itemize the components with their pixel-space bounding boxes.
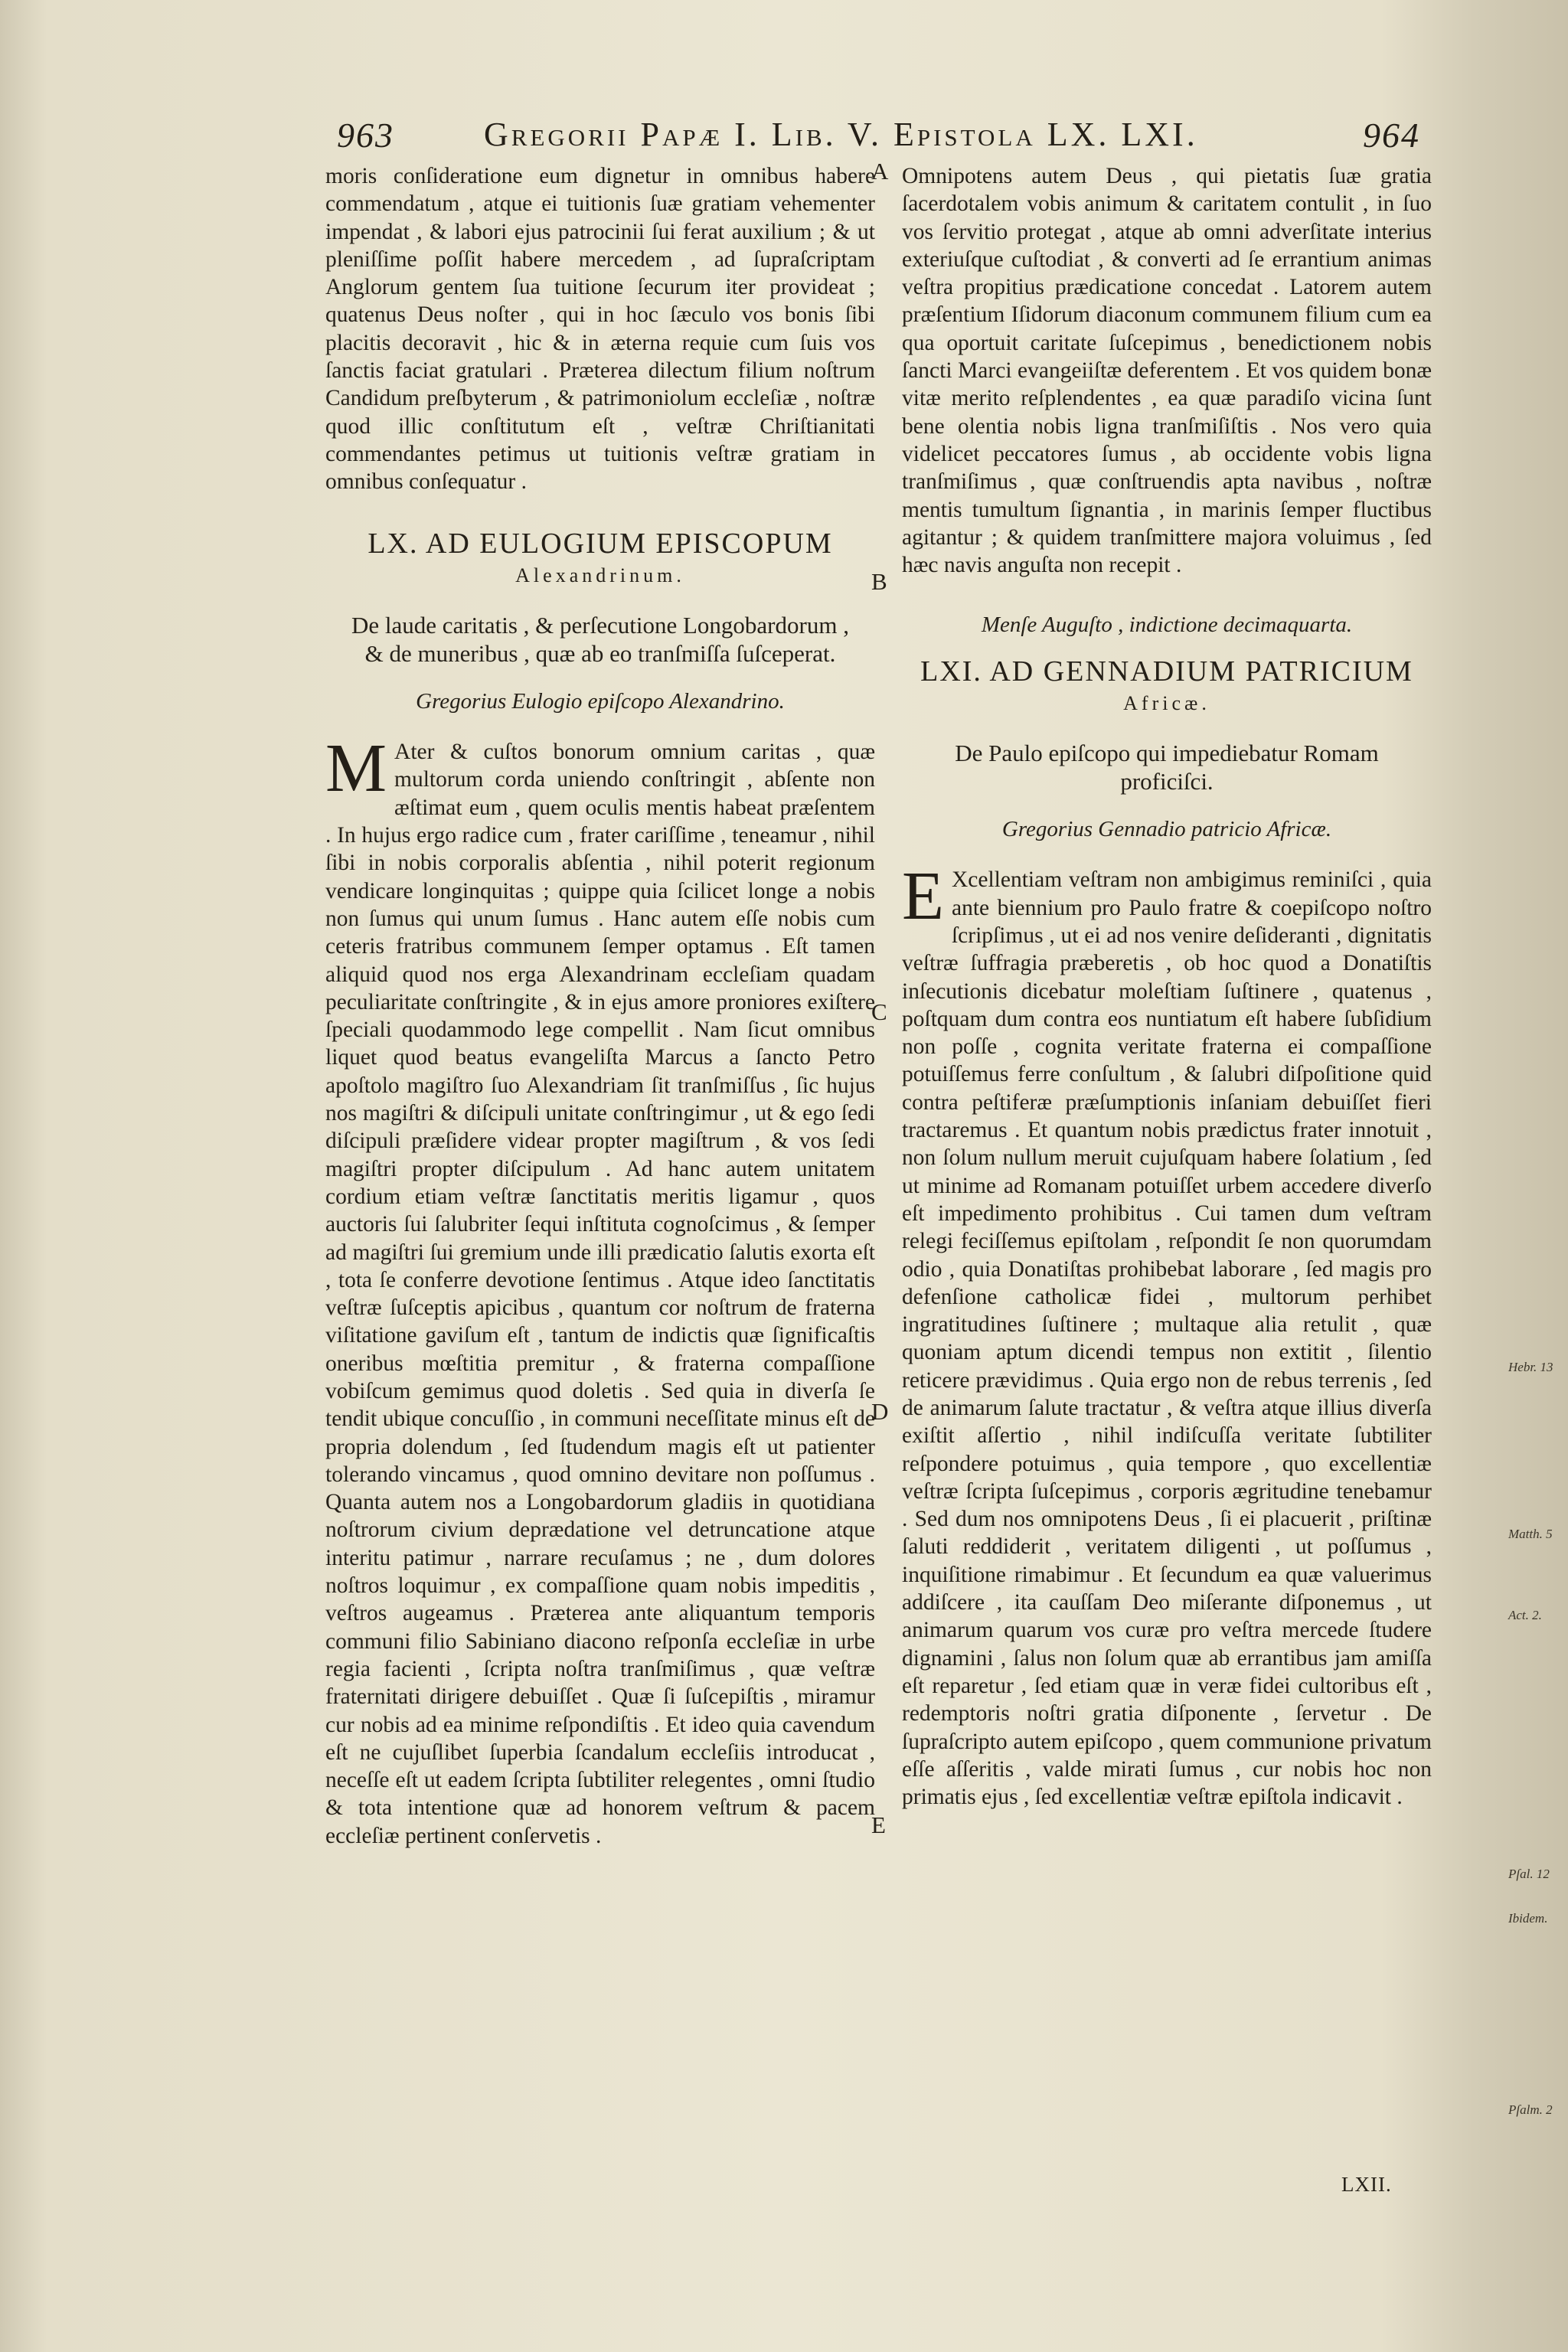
- letter-61-salutation: Gregorius Gennadio patricio Africæ.: [1001, 817, 1332, 842]
- previous-letter-ending: moris conſideratione eum dignetur in omnibus habere commendatum , atque ei tuitionis ſuæ gratiam vehementer impendat , & labori ejus patrocinii ſui ferat auxilium ; & ut pleniſſime poſſit habere mercedem , ad ſupraſcriptam Anglorum gentem ſua tuitione ſecurum iter provideat ; quatenus Deus noſter , qui in hoc ſæculo vos bonis ſibi placitis decoravit , hic & in æterna requie cum ſuis vos ſanctis faciat gratulari . Præterea dilectum filium noſtrum Candidum preſbyterum , & patrimoniolum eccleſiæ , noſtræ quod illic conſtitutum eſt , veſtræ Chriſtianitati commendantes petimus ut tuitionis veſtræ gratiam in omnibus conſequatur .: [325, 164, 875, 495]
- page-number-right: 964: [1363, 116, 1420, 155]
- letter-61-title: LXI. AD GENNADIUM PATRICIUM: [920, 655, 1413, 688]
- letter-61-argument: De Paulo epiſcopo qui impediebatur Romam proficiſci.: [955, 740, 1379, 795]
- letter-61-text: Xcellentiam veſtram non ambigimus reminiſci , quia ante biennium pro Paulo fratre & coepiſcopo noſtro ſcripſimus , ut ei ad nos venire deſideranti , dignitatis veſtræ ſuffragia præberetis , ob hoc quod a Donatiſtis inſecutionis dicebatur moleſtiam ſuſtinere , quatenus , poſtquam dum contra eos nuntiatum eſt habere ſubſidium non poſſe , cognita veritate fraterna ei compaſſione potuiſſemus ferre conſultum , & ſalubri diſpoſitione quid contra peſtiferæ præſumptionis inſaniam debuiſſet fieri tractaremus . Et quantum nobis prædictus frater innotuit , non ſolum nullum meruit cujuſquam habere ſolatium , ſed ut minime ad Romanam potuiſſet urbem accedere diverſo eſt impedimento prohibitus . Cui tamen dum veſtram relegi feciſſemus epiſtolam , reſpondit ſe non quorumdam odio , quia Donatiſtas prohibebat laborare , ſed magis pro defenſione catholicæ fidei , multorum perhibet ingratitudines ſuſtinere ; multaque alia retulit , quæ quoniam aptum dicendi tempus non extitit , ſilentio reticere prævidimus . Quia ergo non de rebus terrenis , ſed de animarum ſalute tractatur , & veſtra atque illius diverſa exiſtit aſſertio , nihil indiſcuſſa veritate ſubtiliter reſpondere potuimus , quia tempore , quo excellentiæ veſtræ ſcripta ſuſcepimus , corporis ægritudine tenebamur . Sed dum nos omnipotens Deus , ſi ei placuerit , priſtinæ ſaluti reddiderit , veritatem diligenti , ut poſſumus , inquiſitione rimabimur . Et ſecundum ea quæ valuerimus addiſcere , ita cauſſam Deo miſerante diſponemus , ut animarum quarum vos curæ pro veſtra mercede ſtudere dignamini , ſalus non ſolum quæ ab errantibus jam amiſſa eſt reparetur , ſed etiam quæ in veræ fidei cultoribus eſt , redemptoris noſtri gratia diſponente , ſervetur . De ſupraſcripto autem epiſcopo , quem communione privatum eſſe aſſeritis , valde mirati ſumus , cur nobis hoc non primatis ejus , ſed excellentiæ veſtræ epiſtola indicavit .: [902, 867, 1432, 1810]
- letter-60-argument: De laude caritatis , & perſecutione Longobardorum , & de muneribus , quæ ab eo tranſmiſſa ſuſceperat.: [351, 611, 849, 667]
- section-marker-a: A: [871, 158, 889, 185]
- running-title: Gregorii Papæ I. Lib. V. Epistola LX. LXI.: [484, 116, 1198, 153]
- margin-note: Pſal. 12: [1508, 1867, 1550, 1881]
- letter-60-date: Menſe Auguſto , indictione decimaquarta.: [981, 612, 1353, 638]
- drop-cap-initial: M: [325, 730, 387, 807]
- margin-note: Ibidem.: [1508, 1911, 1548, 1926]
- letter-60-ending: Omnipotens autem Deus , qui pietatis ſuæ gratia ſacerdotalem vobis animum & caritatem contulit , in ſuo vos ſervitio protegat , atque ab omni adverſitate interius exteriuſque cuſtodiat , & converti ad ſe errantium animas veſtra propitius prædicatione concedat . Latorem autem præſentium Iſidorum diaconum communem filium cum ea qua oportuit caritate ſuſcepimus , benedictionem nobis ſancti Marci evangeiiſtæ deferentem . Et vos quidem bonæ vitæ merito reſplendentes , ea quæ paradiſo vicina ſunt bene olentia nobis ligna tranſmiſiſtis . Nos vero quia videlicet peccatores ſumus , ab occidente vobis ligna tranſmiſimus , quæ conſtruendis apta navibus , noſtræ mentis tumultum ſignantia , in marinis ſemper fluctibus agitantur ; & quidem tranſmittere majora voluimus , ſed hæc navis anguſta non recepit .: [902, 164, 1432, 578]
- letter-60-title: LX. AD EULOGIUM EPISCOPUM: [368, 527, 833, 560]
- margin-note: Act. 2.: [1508, 1608, 1542, 1622]
- section-marker-b: B: [871, 568, 887, 595]
- margin-note: Hebr. 13: [1508, 1360, 1553, 1374]
- margin-note: Matth. 5: [1508, 1527, 1553, 1541]
- letter-60-body: [325, 730, 875, 1850]
- letter-60-subtitle: Alexandrinum.: [515, 564, 685, 586]
- letter-60-text: Ater & cuſtos bonorum omnium caritas , quæ multorum corda uniendo conſtringit , abſente non æſtimat eum , quem oculis mentis habeat præſentem . In hujus ergo radice cum , frater cariſſime , teneamur , nihil ſibi in nobis corporalis abſentia , nihil poterit regionum vendicare longinquitas ; quippe quia ſcilicet longe a nobis non ſumus qui unum ſumus . Hanc autem eſſe nobis cum ceteris fratribus communem ſemper optamus . Eſt tamen aliquid quod nos erga Alexandrinam eccleſiam quadam peculiaritate conſtringite , & in ejus amore proniores exiſtere ſpeciali quodammodo lege compellit . Nam ſicut omnibus liquet quod beatus evangeliſta Marcus a ſancto Petro apoſtolo magiſtro ſuo Alexandriam ſit tranſmiſſus , ſic hujus nos magiſtri & diſcipuli unitate conſtringimur , ut & ego ſedi diſcipuli præſidere videar propter magiſtrum , & vos ſedi magiſtri propter diſcipulum . Ad hanc autem unitatem cordium etiam veſtræ ſanctitatis meritis ligamur , quos auctoris ſui ſalubriter ſequi inſtituta cognoſcimus , & ſemper ad magiſtri ſui gremium unde illi prædicatio ſalutis exorta eſt , tota ſe conferre devotione ſentimus . Atque ideo ſanctitatis veſtræ ſuſceptis apicibus , quantum cor noſtrum de fraterna viſitatione gaviſum eſt , tantum de indictis quæ ſignificaſtis oneribus mœſtitia premitur , & fraterna compaſſione vobiſcum gemimus quod doletis . Sed quia in diverſa ſe tendit ubique concuſſio , in communi neceſſitate minus eſt de propria dolendum , ſed ſtudendum magis eſt ut patienter tolerando vincamus , quod omnino devitare non poſſumus . Quanta autem nos a Longobardorum gladiis in quotidiana noſtrorum civium deprædatione vel detruncatione atque interitu patimur , narrare recuſamus ; ne , dum dolores noſtros loquimur , ex compaſſione quam nobis impeditis , veſtros augeamus . Præterea ante aliquantum temporis communi filio Sabiniano diacono reſponſa eccleſiæ in urbe regia facienti , ſcripta noſtra tranſmiſimus , quæ veſtræ fraternitati dirigere debuiſſet . Quæ ſi ſuſcepiſtis , miramur cur nobis ad ea minime reſpondiſtis . Et ideo quia cavendum eſt ne cujuſlibet ſuperbia ſcandalum eccleſiis introducat , neceſſe eſt ut eadem ſcripta ſubtiliter relegentes , omni ſtudio & tota intentione quæ ad honorem veſtrum & pacem eccleſiæ pertinent conſervetis .: [325, 740, 875, 1848]
- left-column: [325, 162, 875, 1850]
- section-marker-d: D: [871, 1398, 889, 1425]
- right-column: [902, 162, 1432, 1811]
- page-number-left: 963: [337, 116, 394, 155]
- letter-60-salutation: Gregorius Eulogio epiſcopo Alexandrino.: [416, 688, 785, 714]
- running-header: [0, 115, 1455, 168]
- letter-61-subtitle: Africæ.: [1123, 691, 1210, 714]
- drop-cap-initial: E: [902, 858, 944, 935]
- section-marker-c: C: [871, 998, 887, 1025]
- margin-note: Pſalm. 2: [1508, 2102, 1553, 2117]
- section-marker-e: E: [871, 1811, 886, 1838]
- catchword: LXII.: [1341, 2173, 1392, 2196]
- letter-61-body: [902, 858, 1432, 1811]
